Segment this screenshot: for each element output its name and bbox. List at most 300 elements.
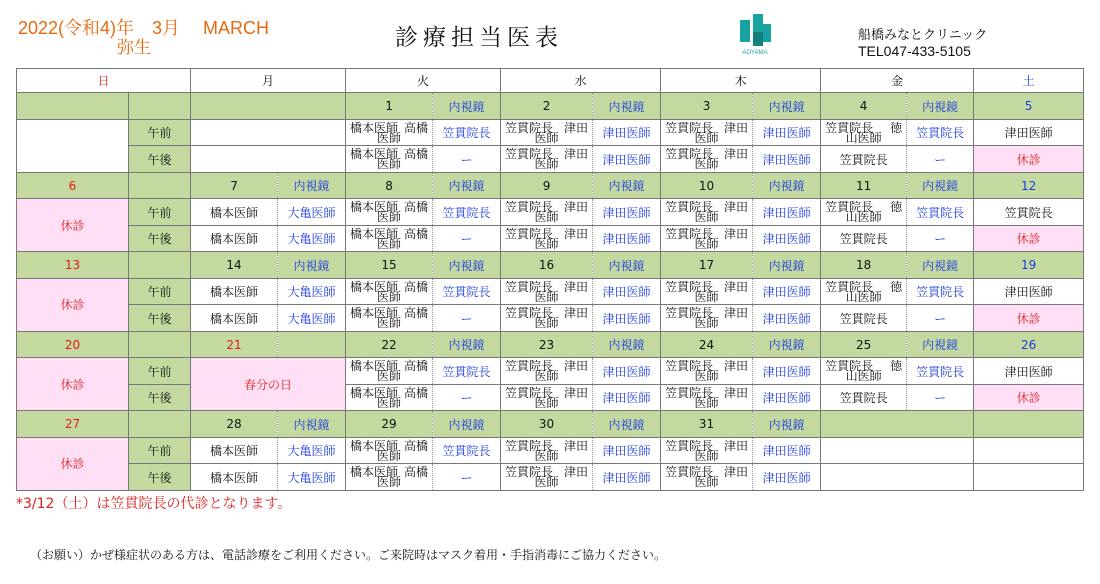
doctor-name: 橋本医師: [350, 385, 399, 400]
doctor-cell: 橋本医師: [191, 464, 278, 491]
date-cell: 31: [661, 411, 753, 438]
doctor-cell: [821, 358, 907, 385]
doctor-name: 医師: [534, 130, 559, 145]
doctor-name: 徳: [890, 120, 903, 135]
doctor-name: 医師: [377, 289, 402, 304]
doctor-dash: ー: [907, 225, 974, 252]
endoscopy-label: 内視鏡: [278, 411, 346, 438]
date-cell: 23: [501, 331, 593, 358]
doctor-name: 笠貫院長: [505, 306, 554, 321]
date-cell: 4: [821, 93, 907, 120]
doctor-cell: 津田医師: [593, 199, 661, 226]
doctor-name: 高橋: [404, 226, 429, 241]
doctor-name: 医師: [694, 236, 719, 251]
holiday-label: 春分の日: [191, 358, 346, 411]
doctor-cell: 津田医師: [753, 464, 821, 491]
session-pm-label: 午後: [129, 146, 191, 173]
endoscopy-label: 内視鏡: [593, 331, 661, 358]
doctor-name: 医師: [534, 475, 559, 490]
date-sunday: 20: [17, 331, 129, 358]
doctor-name: 医師: [534, 448, 559, 463]
doctor-cell: [501, 384, 593, 411]
date-cell: 17: [661, 252, 753, 279]
weekday-header-2: 火: [346, 69, 501, 93]
date-empty: [191, 93, 346, 120]
doctor-name: 笠貫院長: [665, 385, 714, 400]
doctor-cell: 津田医師: [753, 437, 821, 464]
doctor-cell: [501, 278, 593, 305]
doctor-cell: 津田医師: [593, 305, 661, 332]
doctor-cell: 橋本医師: [191, 225, 278, 252]
doctor-cell: [501, 437, 593, 464]
empty-cell: [191, 119, 346, 146]
doctor-cell: [346, 305, 433, 332]
doctor-name: 橋本医師: [350, 200, 399, 215]
doctor-cell: 津田医師: [753, 278, 821, 305]
doctor-name: 山医師: [845, 210, 882, 225]
doctor-name: 津田: [724, 465, 749, 480]
doctor-name: 医師: [694, 395, 719, 410]
doctor-name: 医師: [694, 448, 719, 463]
doctor-name: 笠貫院長: [665, 120, 714, 135]
pm-row: [17, 305, 1084, 332]
doctor-name: 山医師: [845, 130, 882, 145]
date-sunday: [17, 93, 129, 120]
doctor-name: 笠貫院長: [665, 279, 714, 294]
doctor-cell: 津田医師: [753, 305, 821, 332]
endoscopy-label: 内視鏡: [433, 252, 501, 279]
date-sunday: 13: [17, 252, 129, 279]
doctor-name: 笠貫院長: [665, 147, 714, 162]
date-cell: 14: [191, 252, 278, 279]
doctor-cell: 笠貫院長: [433, 199, 501, 226]
date-row-label-cell: [129, 331, 191, 358]
doctor-name: 高橋: [404, 438, 429, 453]
doctor-cell: [661, 384, 753, 411]
session-am-label: 午前: [129, 199, 191, 226]
clinic-phone: TEL047-433-5105: [858, 43, 971, 59]
doctor-name: 津田: [724, 306, 749, 321]
doctor-name: 笠貫院長: [665, 438, 714, 453]
doctor-cell: [346, 199, 433, 226]
doctor-cell: [821, 199, 907, 226]
doctor-name: 医師: [534, 369, 559, 384]
date-cell: 10: [661, 172, 753, 199]
doctor-name: 津田: [724, 279, 749, 294]
doctor-cell: [661, 146, 753, 173]
doctor-cell: [661, 358, 753, 385]
doctor-cell: 大亀医師: [278, 437, 346, 464]
am-row: [17, 199, 1084, 226]
empty-cell: [974, 464, 1084, 491]
saturday-status: 休診: [974, 384, 1084, 411]
date-cell: 9: [501, 172, 593, 199]
doctor-cell: 笠貫院長: [433, 358, 501, 385]
doctor-dash: ー: [433, 225, 501, 252]
doctor-name: 津田: [564, 279, 589, 294]
doctor-cell: [661, 437, 753, 464]
endoscopy-label: 内視鏡: [433, 172, 501, 199]
saturday-doctor: 津田医師: [974, 358, 1084, 385]
doctor-name: 医師: [377, 475, 402, 490]
saturday-status: 休診: [974, 225, 1084, 252]
doctor-cell: [346, 146, 433, 173]
doctor-cell: 笠貫院長: [821, 225, 907, 252]
doctor-name: 笠貫院長: [665, 359, 714, 374]
doctor-name: 高橋: [404, 120, 429, 135]
endoscopy-label: 内視鏡: [753, 331, 821, 358]
doctor-cell: [346, 464, 433, 491]
doctor-name: 津田: [564, 147, 589, 162]
doctor-name: 笠貫院長: [505, 359, 554, 374]
doctor-cell: 大亀医師: [278, 225, 346, 252]
doctor-cell: 津田医師: [593, 146, 661, 173]
date-cell: 25: [821, 331, 907, 358]
endoscopy-label: 内視鏡: [433, 93, 501, 120]
doctor-cell: 津田医師: [753, 119, 821, 146]
session-am-label: 午前: [129, 358, 191, 385]
doctor-cell: [661, 225, 753, 252]
doctor-name: 橋本医師: [350, 120, 399, 135]
doctor-cell: 笠貫院長: [433, 278, 501, 305]
doctor-name: 津田: [564, 359, 589, 374]
doctor-name: 高橋: [404, 279, 429, 294]
doctor-name: 津田: [564, 120, 589, 135]
saturday-doctor: 笠貫院長: [974, 199, 1084, 226]
doctor-name: 笠貫院長: [505, 200, 554, 215]
doctor-cell: 橋本医師: [191, 278, 278, 305]
doctor-name: 医師: [377, 130, 402, 145]
am-row: [17, 358, 1084, 385]
doctor-name: 津田: [724, 120, 749, 135]
session-pm-label: 午後: [129, 225, 191, 252]
doctor-name: 山医師: [845, 369, 882, 384]
endoscopy-label: 内視鏡: [907, 252, 974, 279]
doctor-cell: [346, 358, 433, 385]
doctor-cell: 津田医師: [593, 358, 661, 385]
doctor-name: 津田: [724, 147, 749, 162]
doctor-cell: 津田医師: [753, 225, 821, 252]
date-cell: 1: [346, 93, 433, 120]
sunday-status: 休診: [17, 199, 129, 252]
substitute-note: *3/12（土）は笠貫院長の代診となります。: [16, 496, 292, 512]
clinic-name: 船橋みなとクリニック: [858, 28, 988, 43]
doctor-name: 橋本医師: [350, 226, 399, 241]
date-cell: 30: [501, 411, 593, 438]
doctor-cell: 津田医師: [753, 146, 821, 173]
date-sunday: 27: [17, 411, 129, 438]
session-pm-label: 午後: [129, 384, 191, 411]
weekday-header-4: 木: [661, 69, 821, 93]
endoscopy-label: 内視鏡: [593, 411, 661, 438]
doctor-name: 笠貫院長: [505, 465, 554, 480]
doctor-name: 津田: [564, 306, 589, 321]
doctor-name: 津田: [564, 465, 589, 480]
date-saturday: 12: [974, 172, 1084, 199]
date-row-label-cell: [129, 411, 191, 438]
date-saturday: [974, 411, 1084, 438]
doctor-dash: ー: [907, 146, 974, 173]
doctor-cell: [661, 119, 753, 146]
doctor-name: 笠貫院長: [665, 306, 714, 321]
doctor-cell: [346, 437, 433, 464]
doctor-name: 笠貫院長: [825, 359, 874, 374]
doctor-name: 高橋: [404, 200, 429, 215]
doctor-dash: ー: [433, 146, 501, 173]
doctor-name: 津田: [564, 226, 589, 241]
doctor-name: 橋本医師: [350, 359, 399, 374]
endoscopy-label: 内視鏡: [907, 331, 974, 358]
date-saturday: 19: [974, 252, 1084, 279]
doctor-cell: 大亀医師: [278, 199, 346, 226]
doctor-cell: [661, 278, 753, 305]
weekday-header-6: 土: [974, 69, 1084, 93]
doctor-cell: 津田医師: [753, 199, 821, 226]
am-row: [17, 437, 1084, 464]
footer-request: （お願い）かぜ様症状のある方は、電話診療をご利用ください。ご来院時はマスク着用・手指消毒にご協力ください。: [30, 548, 667, 562]
empty-cell: [821, 464, 974, 491]
doctor-cell: [821, 119, 907, 146]
saturday-doctor: 津田医師: [974, 119, 1084, 146]
session-pm-label: 午後: [129, 464, 191, 491]
doctor-cell: 大亀医師: [278, 305, 346, 332]
doctor-name: 徳: [890, 279, 903, 294]
doctor-name: 医師: [377, 316, 402, 331]
empty-cell: [821, 437, 974, 464]
doctor-cell: [661, 464, 753, 491]
session-pm-label: 午後: [129, 305, 191, 332]
doctor-name: 医師: [377, 157, 402, 172]
endoscopy-label: 内視鏡: [907, 172, 974, 199]
doctor-name: 笠貫院長: [505, 120, 554, 135]
doctor-cell: [501, 464, 593, 491]
doctor-name: 津田: [564, 200, 589, 215]
date-row: [17, 411, 1084, 438]
date-empty: [821, 411, 974, 438]
saturday-doctor: 津田医師: [974, 278, 1084, 305]
doctor-cell: 津田医師: [593, 437, 661, 464]
date-cell: 21: [191, 331, 278, 358]
doctor-cell: [346, 225, 433, 252]
date-cell: 7: [191, 172, 278, 199]
doctor-dash: ー: [433, 464, 501, 491]
logo-text: AOYAMA: [742, 50, 768, 56]
page-title: 診療担当医表: [395, 25, 563, 51]
endoscopy-label: 内視鏡: [753, 411, 821, 438]
doctor-cell: 笠貫院長: [433, 437, 501, 464]
date-row: [17, 331, 1084, 358]
am-row: [17, 119, 1084, 146]
doctor-name: 医師: [377, 395, 402, 410]
doctor-name: 笠貫院長: [825, 200, 874, 215]
endoscopy-label: 内視鏡: [753, 172, 821, 199]
doctor-cell: 津田医師: [593, 278, 661, 305]
doctor-name: 医師: [534, 210, 559, 225]
date-cell: 11: [821, 172, 907, 199]
doctor-cell: 津田医師: [753, 358, 821, 385]
doctor-name: 笠貫院長: [665, 200, 714, 215]
doctor-cell: [661, 199, 753, 226]
pm-row: [17, 384, 1084, 411]
sunday-status: 休診: [17, 358, 129, 411]
doctor-cell: 橋本医師: [191, 199, 278, 226]
doctor-cell: 笠貫院長: [821, 305, 907, 332]
doctor-cell: [501, 358, 593, 385]
pm-row: [17, 464, 1084, 491]
doctor-cell: [501, 199, 593, 226]
doctor-cell: [346, 278, 433, 305]
doctor-name: 医師: [694, 130, 719, 145]
clinic-logo-icon: [737, 12, 773, 56]
doctor-name: 津田: [564, 385, 589, 400]
doctor-dash: ー: [907, 384, 974, 411]
doctor-name: 高橋: [404, 306, 429, 321]
doctor-name: 津田: [724, 438, 749, 453]
date-row-label-cell: [129, 93, 191, 120]
doctor-name: 高橋: [404, 385, 429, 400]
doctor-cell: 津田医師: [593, 384, 661, 411]
doctor-name: 医師: [377, 369, 402, 384]
doctor-name: 医師: [534, 289, 559, 304]
date-cell: 3: [661, 93, 753, 120]
saturday-status: 休診: [974, 146, 1084, 173]
doctor-name: 医師: [694, 210, 719, 225]
endoscopy-label: 内視鏡: [593, 252, 661, 279]
doctor-name: 津田: [724, 226, 749, 241]
endoscopy-label: 内視鏡: [593, 172, 661, 199]
doctor-cell: [346, 384, 433, 411]
doctor-cell: 津田医師: [593, 225, 661, 252]
doctor-cell: [821, 278, 907, 305]
doctor-name: 山医師: [845, 289, 882, 304]
doctor-cell: [661, 305, 753, 332]
date-cell: 29: [346, 411, 433, 438]
doctor-cell: 笠貫院長: [907, 278, 974, 305]
doctor-cell: 笠貫院長: [821, 146, 907, 173]
date-row-label-cell: [129, 172, 191, 199]
doctor-name: 高橋: [404, 465, 429, 480]
date-row: [17, 172, 1084, 199]
endoscopy-label: 内視鏡: [278, 252, 346, 279]
doctor-cell: [501, 225, 593, 252]
endoscopy-label: 内視鏡: [907, 93, 974, 120]
doctor-cell: 津田医師: [593, 464, 661, 491]
doctor-dash: ー: [433, 305, 501, 332]
date-row: [17, 93, 1084, 120]
doctor-name: 医師: [534, 316, 559, 331]
doctor-cell: 津田医師: [753, 384, 821, 411]
endoscopy-label: 内視鏡: [433, 411, 501, 438]
doctor-name: 高橋: [404, 359, 429, 374]
doctor-name: 橋本医師: [350, 465, 399, 480]
doctor-name: 徳: [890, 200, 903, 215]
doctor-name: 医師: [694, 475, 719, 490]
doctor-cell: 大亀医師: [278, 278, 346, 305]
empty-cell: [974, 437, 1084, 464]
doctor-cell: [501, 119, 593, 146]
doctor-name: 笠貫院長: [505, 147, 554, 162]
doctor-name: 医師: [377, 210, 402, 225]
doctor-cell: [346, 119, 433, 146]
date-cell: 24: [661, 331, 753, 358]
date-cell: 18: [821, 252, 907, 279]
doctor-cell: 笠貫院長: [907, 199, 974, 226]
doctor-name: 津田: [724, 200, 749, 215]
date-cell: 8: [346, 172, 433, 199]
endoscopy-label: 内視鏡: [433, 331, 501, 358]
doctor-name: 医師: [534, 157, 559, 172]
doctor-dash: ー: [907, 305, 974, 332]
sunday-status: 休診: [17, 278, 129, 331]
doctor-name: 橋本医師: [350, 438, 399, 453]
schedule-table: [16, 68, 1084, 491]
endoscopy-label: 内視鏡: [753, 93, 821, 120]
doctor-name: 橋本医師: [350, 279, 399, 294]
endoscopy-label: 内視鏡: [278, 172, 346, 199]
endoscopy-label: 内視鏡: [753, 252, 821, 279]
doctor-name: 津田: [724, 359, 749, 374]
doctor-name: 橋本医師: [350, 147, 399, 162]
date-cell: 22: [346, 331, 433, 358]
doctor-name: 医師: [694, 157, 719, 172]
session-am-label: 午前: [129, 278, 191, 305]
date-cell: 2: [501, 93, 593, 120]
doctor-name: 笠貫院長: [505, 226, 554, 241]
doctor-name: 高橋: [404, 147, 429, 162]
date-cell: 15: [346, 252, 433, 279]
doctor-name: 津田: [564, 438, 589, 453]
sunday-status: [17, 119, 129, 172]
doctor-name: 医師: [694, 316, 719, 331]
doctor-name: 橋本医師: [350, 306, 399, 321]
date-saturday: 26: [974, 331, 1084, 358]
date-cell: 28: [191, 411, 278, 438]
doctor-name: 医師: [534, 236, 559, 251]
date-saturday: 5: [974, 93, 1084, 120]
doctor-name: 笠貫院長: [825, 120, 874, 135]
doctor-name: 笠貫院長: [825, 279, 874, 294]
date-cell: 16: [501, 252, 593, 279]
doctor-name: 津田: [724, 385, 749, 400]
weekday-header-5: 金: [821, 69, 974, 93]
doctor-name: 笠貫院長: [665, 465, 714, 480]
doctor-name: 医師: [377, 448, 402, 463]
pm-row: [17, 225, 1084, 252]
doctor-name: 医師: [377, 236, 402, 251]
am-row: [17, 278, 1084, 305]
weekday-header-row: [17, 69, 1084, 93]
doctor-dash: ー: [433, 384, 501, 411]
doctor-name: 笠貫院長: [505, 279, 554, 294]
doctor-cell: 大亀医師: [278, 464, 346, 491]
header-month-name: 弥生: [117, 38, 151, 58]
doctor-cell: 笠貫院長: [907, 358, 974, 385]
doctor-cell: 笠貫院長: [907, 119, 974, 146]
doctor-name: 医師: [694, 289, 719, 304]
doctor-name: 医師: [694, 369, 719, 384]
doctor-cell: 笠貫院長: [433, 119, 501, 146]
doctor-name: 医師: [534, 395, 559, 410]
doctor-name: 徳: [890, 359, 903, 374]
session-am-label: 午前: [129, 437, 191, 464]
endoscopy-label: [278, 331, 346, 358]
weekday-header-3: 水: [501, 69, 661, 93]
date-row: [17, 252, 1084, 279]
sunday-status: 休診: [17, 437, 129, 490]
doctor-cell: [501, 146, 593, 173]
doctor-cell: 橋本医師: [191, 437, 278, 464]
doctor-cell: 笠貫院長: [821, 384, 907, 411]
